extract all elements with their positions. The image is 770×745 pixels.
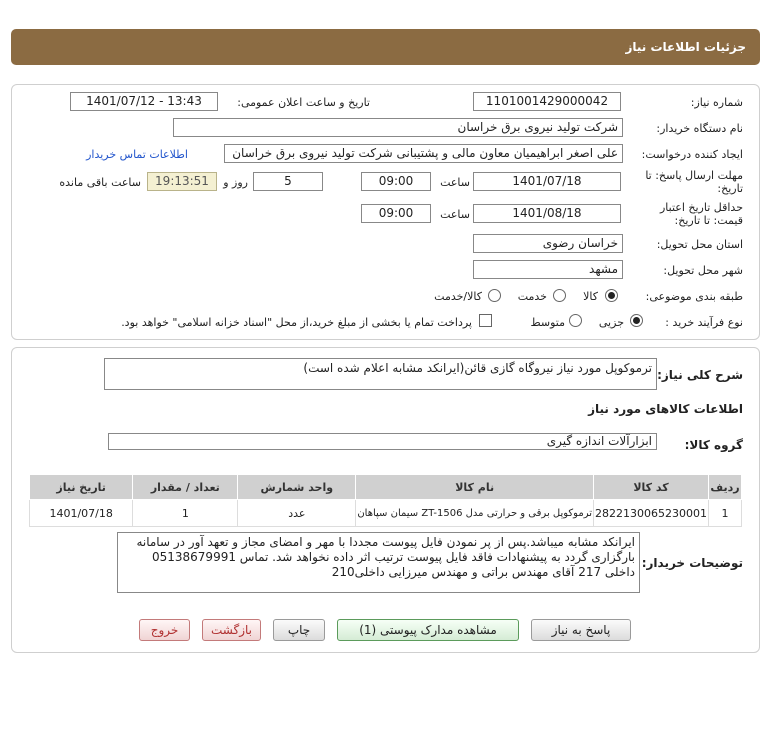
print-button[interactable]: چاپ [273,619,325,641]
col-header-unit: واحد شمارش [238,475,356,500]
col-header-name: نام کالا [356,475,594,500]
province-label: استان محل تحویل: [656,238,743,251]
category-option-goods-service: کالا/خدمت [434,290,482,303]
process-label: نوع فرآیند خرید : [665,316,743,329]
deadline-label-line1: مهلت ارسال پاسخ: تا [645,169,743,182]
cell-code: 2822130065230001 [594,500,709,527]
goods-info-title: اطلاعات کالاهای مورد نیاز [588,402,743,416]
category-option-goods: کالا [583,290,598,303]
general-desc-label: شرح کلی نیاز: [657,368,743,382]
province-field: خراسان رضوی [473,234,623,253]
remaining-label: ساعت باقی مانده [59,176,141,189]
items-table [29,474,742,527]
days-label: روز و [223,176,248,189]
treasury-payment-note: پرداخت تمام یا بخشی از مبلغ خرید،از محل "اسناد خزانه اسلامی" خواهد بود. [121,316,472,329]
goods-group-field: ابزارآلات اندازه گیری [108,433,657,450]
category-radio-goods-service[interactable] [488,289,501,302]
deadline-time-field: 09:00 [361,172,431,191]
announce-label: تاریخ و ساعت اعلان عمومی: [237,96,370,109]
validity-label-line2: قیمت: تا تاریخ: [674,214,743,227]
requester-field: علی اصغر ابراهیمیان معاون مالی و پشتیبانی شرکت تولید نیروی برق خراسان [224,144,623,163]
table-header-row [30,475,742,500]
col-header-code: کد کالا [594,475,709,500]
goods-group-label: گروه کالا: [684,438,743,452]
page-title: جزئیات اطلاعات نیاز [625,40,746,54]
process-option-minor: جزیی [598,316,624,329]
validity-time-label: ساعت [440,208,470,221]
deadline-time-label: ساعت [440,176,470,189]
validity-label-line1: حداقل تاریخ اعتبار [659,201,743,214]
city-label: شهر محل تحویل: [663,264,743,277]
general-desc-field: ترموکوپل مورد نیاز نیروگاه گازی قائن(ایرانکد مشابه اعلام شده است) [104,358,657,390]
category-option-service: خدمت [517,290,547,303]
cell-qty: 1 [133,500,238,527]
exit-button[interactable]: خروج [139,619,190,641]
col-header-date: تاریخ نیاز [30,475,133,500]
validity-time-field: 09:00 [361,204,431,223]
page-header [11,29,760,65]
items-table-wrap [29,474,742,527]
remaining-time-field: 19:13:51 [147,172,217,191]
validity-date-field: 1401/08/18 [473,204,621,223]
back-button[interactable]: بازگشت [202,619,261,641]
reply-button[interactable]: پاسخ به نیاز [531,619,631,641]
cell-unit: عدد [238,500,356,527]
col-header-qty: تعداد / مقدار [133,475,238,500]
contact-info-link[interactable]: اطلاعات تماس خریدار [86,148,188,161]
requester-label: ایجاد کننده درخواست: [641,148,743,161]
cell-row-no: 1 [709,500,742,527]
need-number-label: شماره نیاز: [690,96,743,109]
days-field: 5 [253,172,323,191]
buyer-notes-field: ایرانکد مشابه میباشد.پس از پر نمودن فایل پیوست مجددا با مهر و امضای مجاز و تعهد آور در سامانه بارگزاری گردد به پیشنهادات فاقد فایل پیوست ترتیب اثر داده نخواهد شد. تماس 05138679991 داخلی 217 آقای مهندس براتی و مهندس میرزایی داخلی210 [117,532,640,593]
buyer-org-field: شرکت تولید نیروی برق خراسان [173,118,623,137]
col-header-row-no: ردیف [709,475,742,500]
buyer-notes-label: توضیحات خریدار: [641,556,743,570]
process-radio-minor[interactable] [630,314,643,327]
city-field: مشهد [473,260,623,279]
deadline-label-line2: تاریخ: [717,182,743,195]
process-option-medium: متوسط [530,316,565,329]
category-radio-service[interactable] [553,289,566,302]
announce-field: 1401/07/12 - 13:43 [70,92,218,111]
cell-date: 1401/07/18 [30,500,133,527]
cell-name: ترموکوپل برقی و حرارتی مدل ZT-1506 سیمان سپاهان [356,500,594,527]
category-label: طبقه بندی موضوعی: [645,290,743,303]
need-number-field: 1101001429000042 [473,92,621,111]
category-radio-goods[interactable] [605,289,618,302]
buyer-org-label: نام دستگاه خریدار: [656,122,743,135]
attachments-button[interactable]: مشاهده مدارک پیوستی (1) [337,619,519,641]
treasury-payment-checkbox[interactable] [479,314,492,327]
table-row [30,500,742,527]
process-radio-medium[interactable] [569,314,582,327]
deadline-date-field: 1401/07/18 [473,172,621,191]
